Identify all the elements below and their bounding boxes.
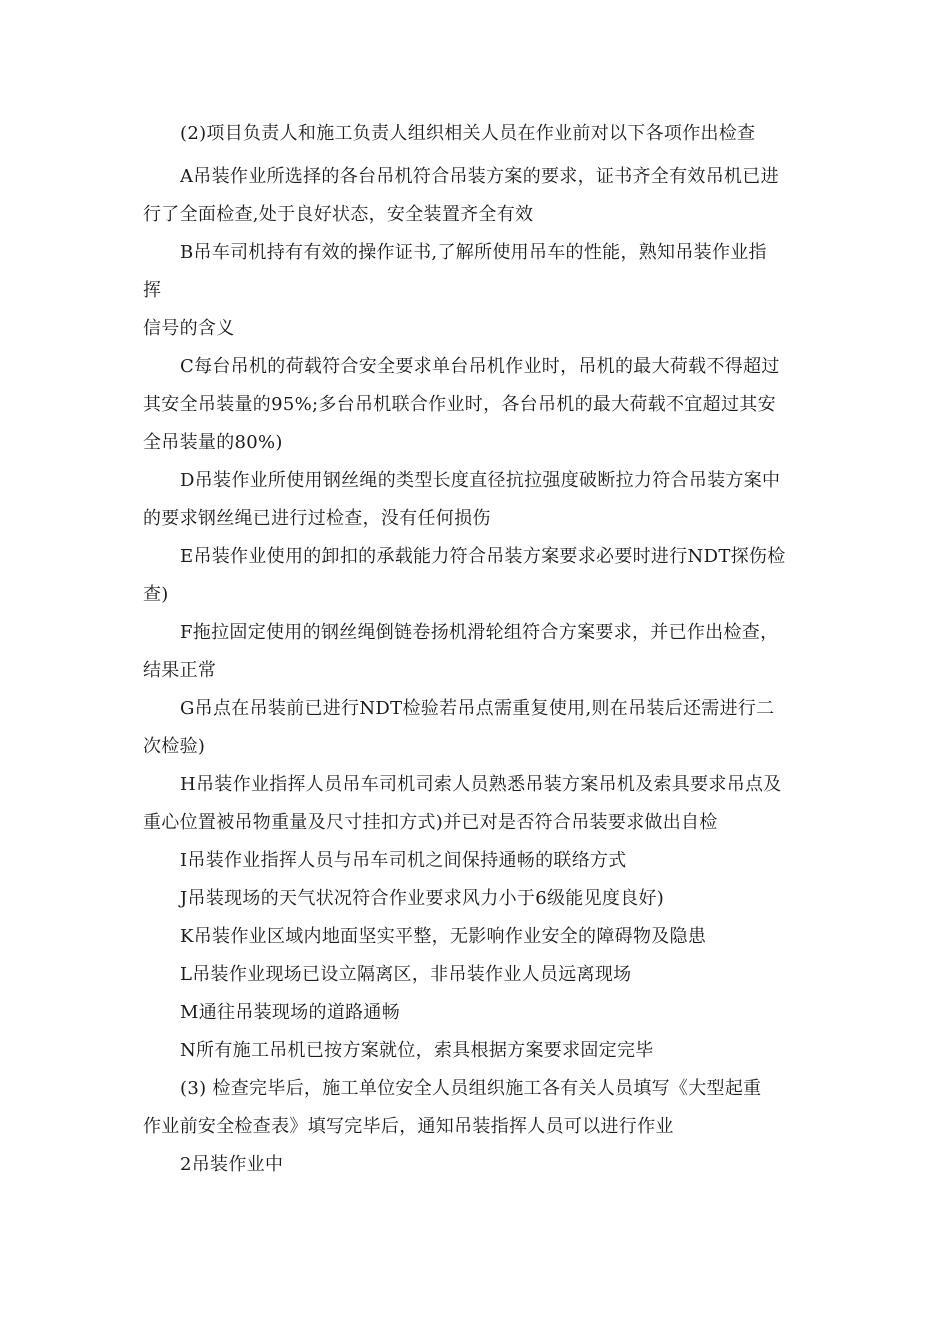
text-line: E吊装作业使用的卸扣的承载能力符合吊装方案要求必要时进行NDT探伤检 (180, 546, 786, 567)
text-line: 次检验) (143, 736, 206, 757)
text-line: J吊装现场的天气状况符合作业要求风力小于6级能见度良好) (180, 888, 665, 909)
text-line: L吊装作业现场已设立隔离区，非吊装作业人员远离现场 (180, 964, 632, 985)
text-line: F拖拉固定使用的钢丝绳倒链卷扬机滑轮组符合方案要求，并已作出检查， (180, 622, 779, 643)
text-line: (3) 检查完毕后，施工单位安全人员组织施工各有关人员填写《大型起重 (180, 1078, 762, 1099)
text-line: 行了全面检查,处于良好状态，安全装置齐全有效 (143, 204, 534, 225)
text-line: I吊装作业指挥人员与吊车司机之间保持通畅的联络方式 (180, 850, 627, 871)
text-line: 作业前安全检查表》填写完毕后，通知吊装指挥人员可以进行作业 (143, 1116, 674, 1137)
text-line: N所有施工吊机已按方案就位，索具根据方案要求固定完毕 (180, 1040, 654, 1061)
text-line: B吊车司机持有有效的操作证书,了解所使用吊车的性能，熟知吊装作业指 (180, 242, 767, 263)
text-line: 2吊装作业中 (180, 1154, 284, 1175)
text-line: C每台吊机的荷载符合安全要求单台吊机作业时，吊机的最大荷载不得超过 (180, 356, 780, 377)
text-line: 查) (143, 584, 169, 605)
text-line: (2)项目负责人和施工负责人组织相关人员在作业前对以下各项作出检查 (180, 123, 756, 144)
text-line: K吊装作业区域内地面坚实平整，无影响作业安全的障碍物及隐患 (180, 926, 707, 947)
text-line: 挥 (143, 280, 162, 301)
text-line: 其安全吊装量的95%;多台吊机联合作业时，各台吊机的最大荷载不宜超过其安 (143, 394, 776, 415)
text-line: A吊装作业所选择的各台吊机符合吊装方案的要求，证书齐全有效吊机已进 (180, 166, 779, 187)
text-line: 结果正常 (143, 660, 217, 681)
text-line: 的要求钢丝绳已进行过检查，没有任何损伤 (143, 508, 491, 529)
text-line: 重心位置被吊物重量及尺寸挂扣方式)并已对是否符合吊装要求做出自检 (143, 812, 718, 833)
text-line: 信号的含义 (143, 318, 235, 339)
text-line: D吊装作业所使用钢丝绳的类型长度直径抗拉强度破断拉力符合吊装方案中 (180, 470, 781, 491)
text-line: H吊装作业指挥人员吊车司机司索人员熟悉吊装方案吊机及索具要求吊点及 (180, 774, 782, 795)
text-line: M通往吊装现场的道路通畅 (180, 1002, 401, 1023)
text-line: G吊点在吊装前已进行NDT检验若吊点需重复使用,则在吊装后还需进行二 (180, 698, 775, 719)
text-line: 全吊装量的80%) (143, 432, 283, 453)
